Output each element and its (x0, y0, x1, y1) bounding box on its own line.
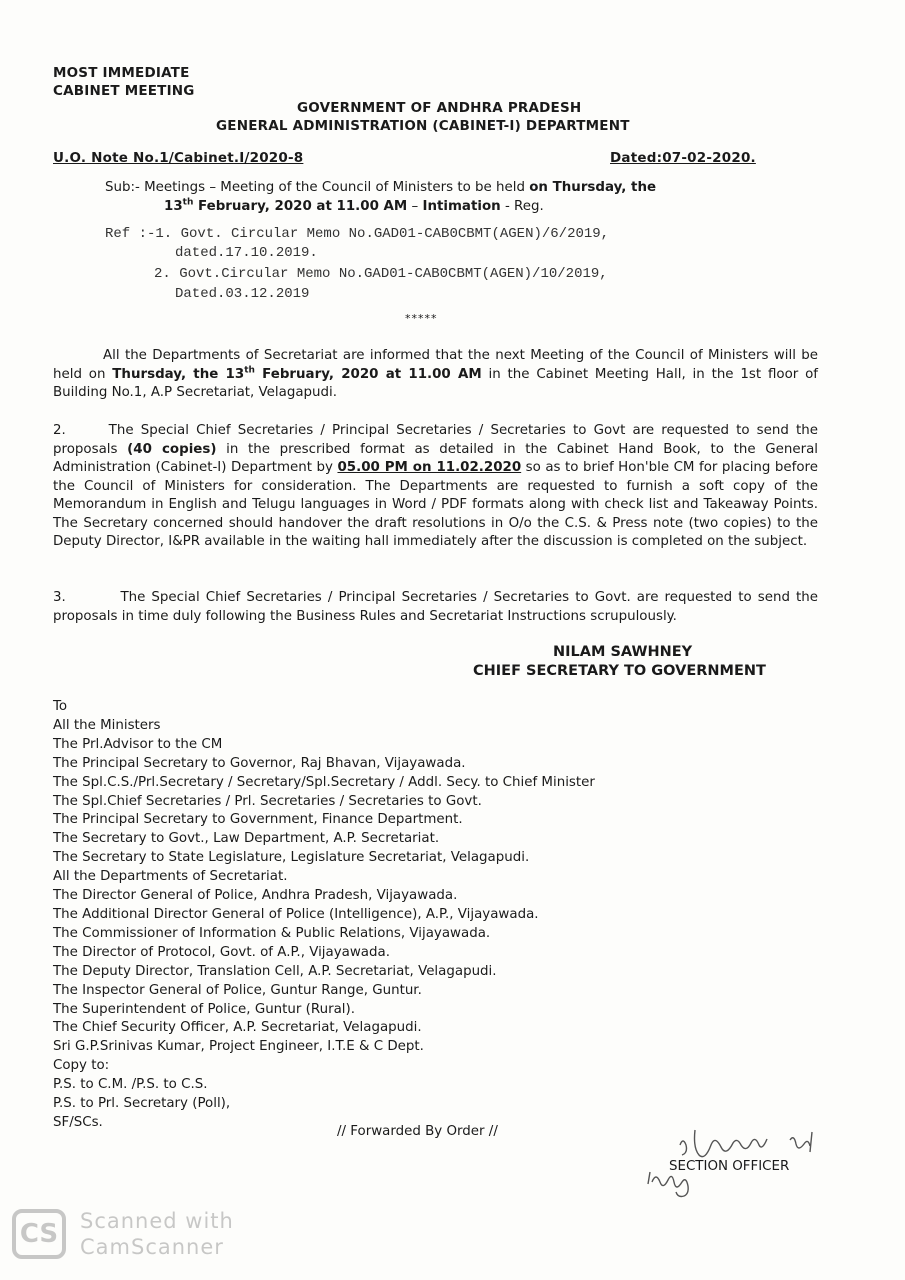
subject-line (105, 178, 775, 198)
government-title: GOVERNMENT OF ANDHRA PRADESH (297, 100, 582, 116)
distribution-list (53, 698, 595, 1133)
note-number: U.O. Note No.1/Cabinet.I/2020-8 (53, 150, 304, 166)
distribution-item: The Superintendent of Police, Guntur (Rural). (53, 1001, 355, 1017)
subject-bold: on Thursday, the (529, 180, 657, 195)
distribution-item: P.S. to Prl. Secretary (Poll), (53, 1096, 231, 1112)
distribution-item: The Secretary to State Legislature, Legislature Secretariat, Velagapudi. (53, 850, 530, 866)
meeting-type-label: CABINET MEETING (53, 83, 195, 99)
subject-text: Meetings – Meeting of the Council of Ministers to be held (144, 180, 530, 195)
distribution-item: The Chief Security Officer, A.P. Secretariat, Velagapudi. (53, 1020, 422, 1036)
reference-1: Ref :-1. Govt. Circular Memo No.GAD01-CAB0CBMT(AGEN)/6/2019, (105, 226, 610, 242)
signatory-designation: CHIEF SECRETARY TO GOVERNMENT (473, 663, 766, 679)
subject-date-day: 13 (164, 199, 183, 214)
subject-line-2 (164, 197, 544, 217)
distribution-item: The Director General of Police, Andhra Pradesh, Vijayawada. (53, 888, 458, 904)
section-officer-label: SECTION OFFICER (669, 1159, 790, 1174)
camscanner-watermark (12, 1208, 234, 1260)
forwarded-by-order: // Forwarded By Order // (337, 1124, 498, 1139)
distribution-item: The Deputy Director, Translation Cell, A.P. Secretariat, Velagapudi. (53, 963, 497, 979)
distribution-item: The Principal Secretary to Government, Finance Department. (53, 812, 463, 828)
subject-date-rest: February, 2020 at 11.00 AM (193, 199, 408, 214)
camscanner-logo-icon: CS (12, 1209, 66, 1259)
subject-date-sup: th (182, 197, 194, 208)
subject-prefix: Sub:- (105, 180, 145, 195)
reference-2-date: Dated.03.12.2019 (175, 286, 310, 302)
distribution-item: Copy to: (53, 1058, 110, 1074)
distribution-item: The Spl.C.S./Prl.Secretary / Secretary/Spl.Secretary / Addl. Secy. to Chief Minister (53, 774, 595, 790)
distribution-item: The Principal Secretary to Governor, Raj Bhavan, Vijayawada. (53, 755, 466, 771)
note-date: Dated:07-02-2020. (610, 150, 756, 166)
distribution-item: The Secretary to Govt., Law Department, A.P. Secretariat. (53, 831, 440, 847)
distribution-item: The Prl.Advisor to the CM (53, 736, 223, 752)
distribution-item: SF/SCs. (53, 1114, 103, 1130)
distribution-item: All the Departments of Secretariat. (53, 869, 288, 885)
reference-1-date: dated.17.10.2019. (175, 245, 318, 261)
distribution-item: The Director of Protocol, Govt. of A.P., Vijayawada. (53, 944, 390, 960)
signatory-name: NILAM SAWHNEY (553, 644, 693, 660)
watermark-line-1: Scanned with (80, 1209, 234, 1233)
separator-stars: ***** (405, 312, 438, 325)
distribution-item: The Additional Director General of Police (Intelligence), A.P., Vijayawada. (53, 906, 539, 922)
distribution-item: The Commissioner of Information & Public Relations, Vijayawada. (53, 925, 491, 941)
distribution-item: To (53, 699, 68, 714)
subject-dash: – (407, 199, 423, 214)
distribution-item: All the Ministers (53, 717, 161, 733)
subject-intimation: Intimation (422, 199, 501, 214)
paragraph-3: 3. The Special Chief Secretaries / Principal Secretaries / Secretaries to Govt. are requested to send the proposals in time duly following the Business Rules and Secretariat Instructions scrupulously. (53, 590, 818, 624)
subject-reg: - Reg. (500, 199, 544, 214)
distribution-item: The Inspector General of Police, Guntur Range, Guntur. (53, 982, 422, 998)
reference-2: 2. Govt.Circular Memo No.GAD01-CAB0CBMT(AGEN)/10/2019, (154, 266, 608, 282)
paragraph-2: 2. The Special Chief Secretaries / Principal Secretaries / Secretaries to Govt are requested to send the proposals (40 copies) in the prescribed format as detailed in the Cabinet Hand Book, to the General Administration (Cabinet-I) Department by 05.00 PM on 11.02.2020 so as to brief Hon'ble CM for placing before the Council of Ministers for consideration. The Departments are requested to furnish a soft copy of the Memorandum in English and Telugu languages in Word / PDF formats along with check list and Takeaway Points. The Secretary concerned should handover the draft resolutions in O/o the C.S. & Press note (two copies) to the Deputy Director, I&PR available in the waiting hall immediately after the discussion is completed on the subject. (53, 423, 819, 549)
distribution-item: P.S. to C.M. /P.S. to C.S. (53, 1077, 208, 1093)
paragraph-1: All the Departments of Secretariat are informed that the next Meeting of the Council of Ministers will be held on Thursday, the 13th February, 2020 at 11.00 AM in the Cabinet Meeting Hall, in the 1st floor of Building No.1, A.P Secretariat, Velagapudi. (53, 348, 819, 400)
department-title: GENERAL ADMINISTRATION (CABINET-I) DEPARTMENT (216, 118, 630, 134)
priority-label: MOST IMMEDIATE (53, 65, 190, 81)
watermark-line-2: CamScanner (80, 1235, 224, 1259)
distribution-item: Sri G.P.Srinivas Kumar, Project Engineer, I.T.E & C Dept. (53, 1039, 424, 1055)
distribution-item: The Spl.Chief Secretaries / Prl. Secretaries / Secretaries to Govt. (53, 793, 482, 809)
